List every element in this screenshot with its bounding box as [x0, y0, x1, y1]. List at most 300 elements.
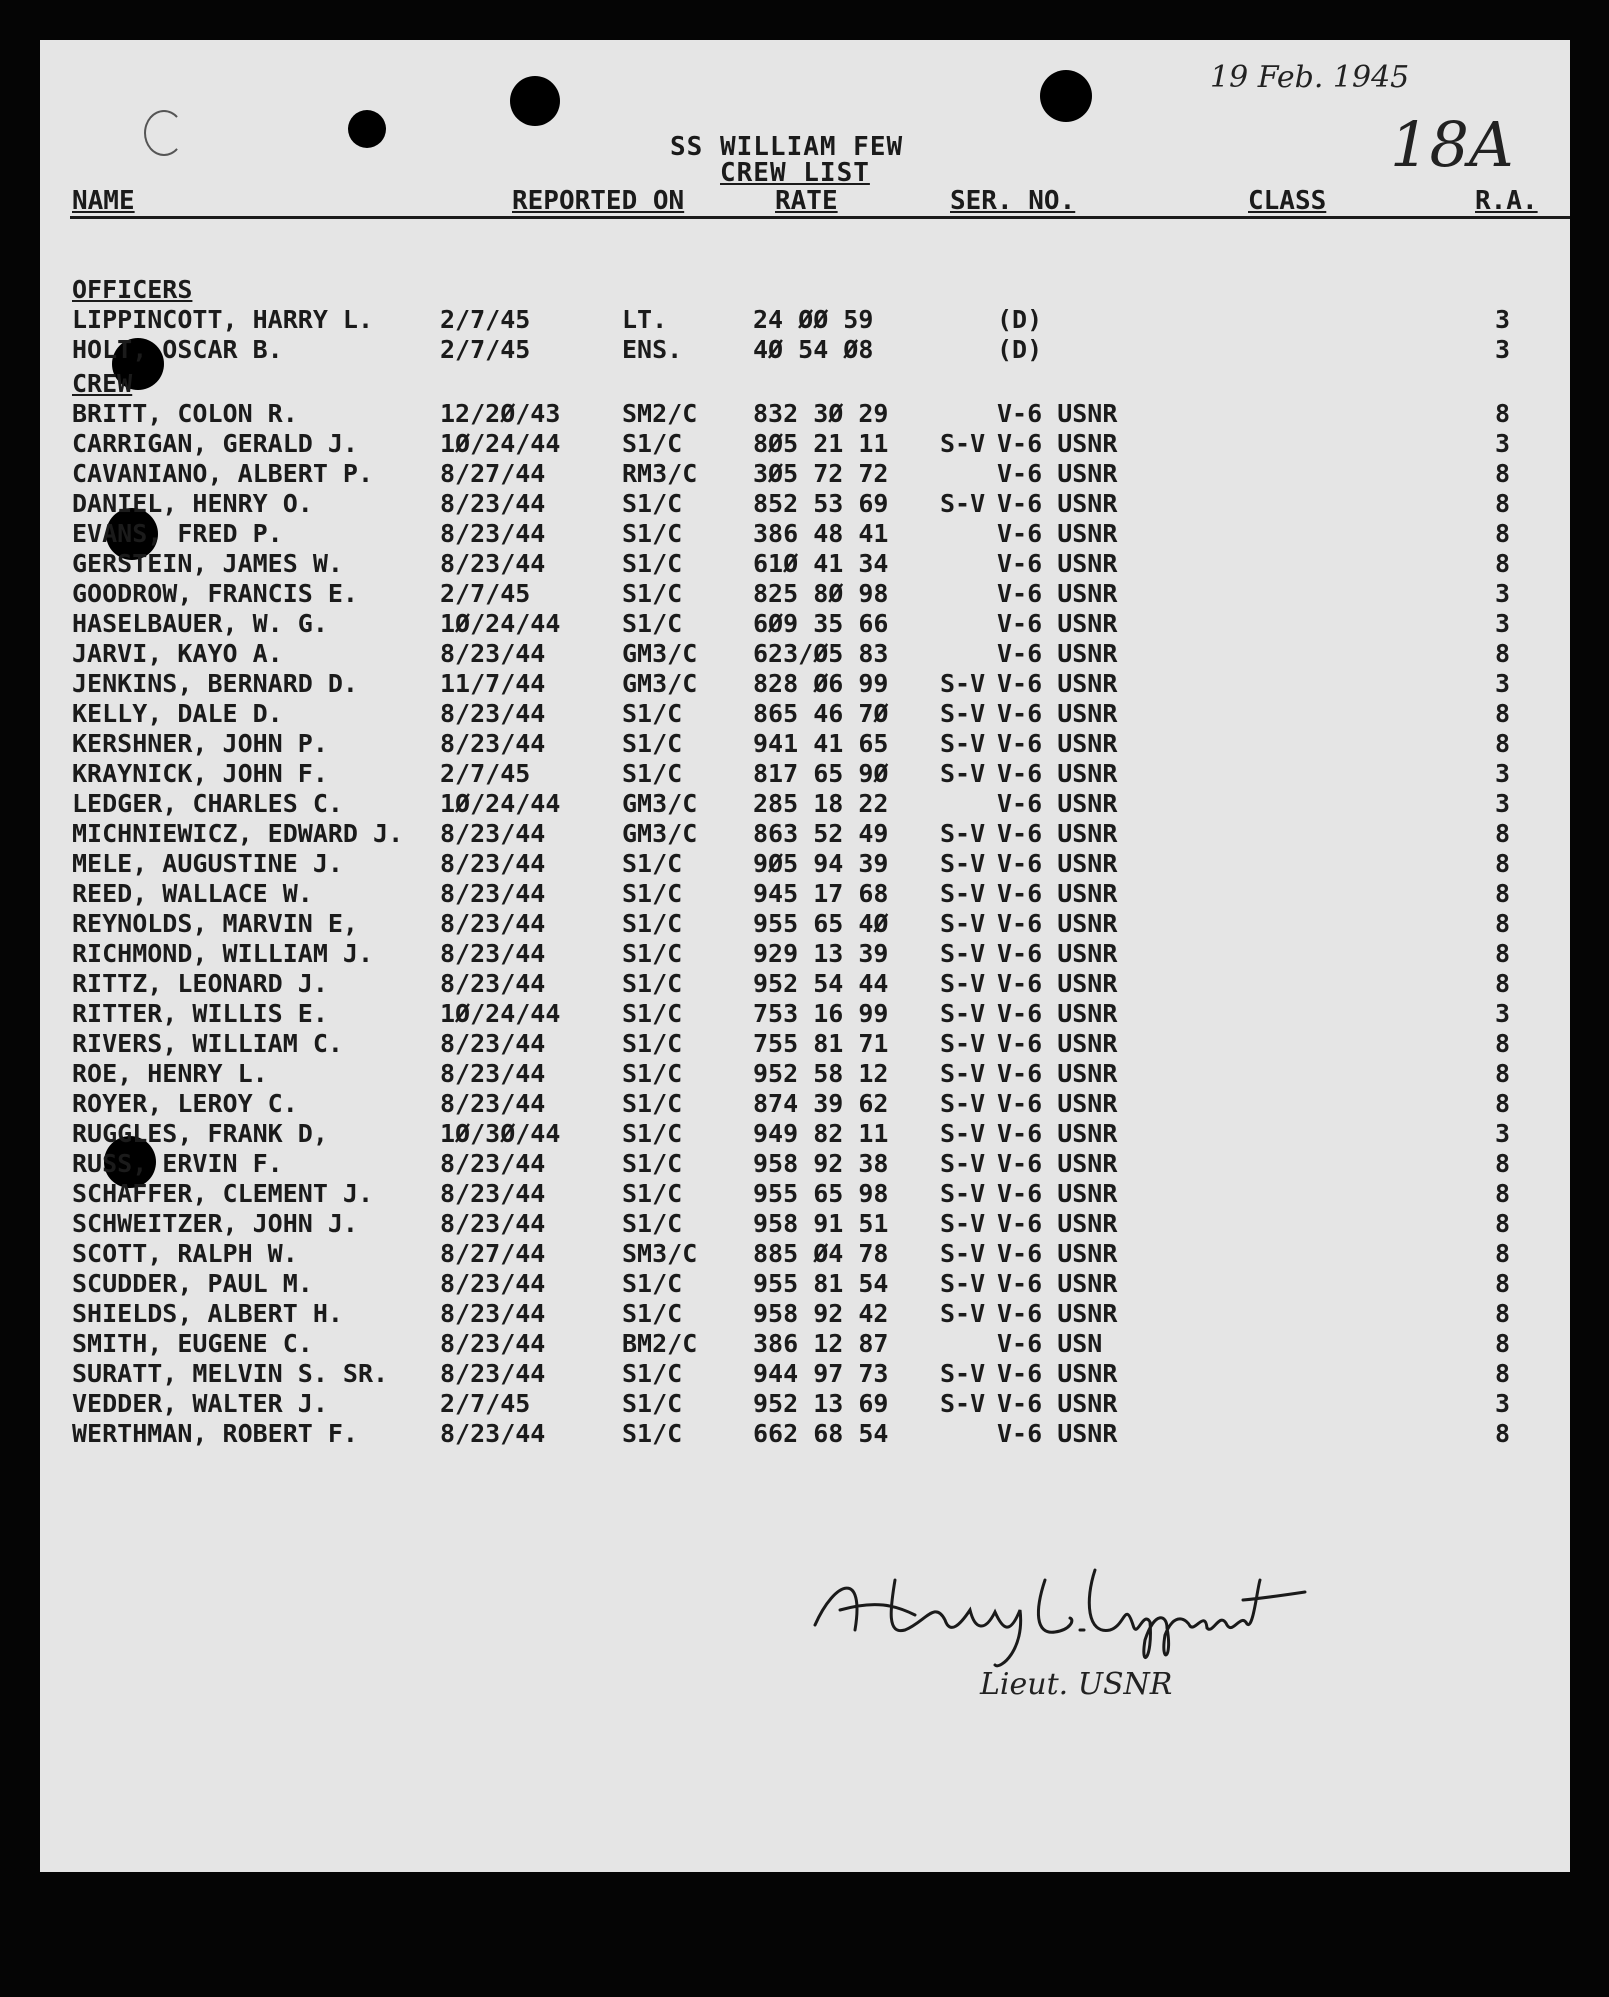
reported-date: 1Ø/24/44 — [440, 609, 561, 638]
member-name: RIVERS, WILLIAM C. — [72, 1029, 343, 1058]
rate: S1/C — [622, 969, 683, 998]
class: V-6 USNR — [997, 489, 1118, 518]
service-number: 753 16 99 — [753, 999, 889, 1028]
class: V-6 USNR — [997, 1209, 1118, 1238]
crew-list-title: CREW LIST — [720, 158, 870, 188]
crew-row — [40, 699, 1570, 729]
service-number: 828 Ø6 99 — [753, 669, 889, 698]
crew-table — [40, 275, 1570, 1449]
header-class: CLASS — [1248, 186, 1327, 216]
service-number: 9Ø5 94 39 — [753, 849, 889, 878]
service-number: 952 13 69 — [753, 1389, 889, 1418]
crew-row — [40, 909, 1570, 939]
ra-code: 8 — [1495, 1299, 1511, 1328]
crew-row — [40, 819, 1570, 849]
crew-row — [40, 459, 1570, 489]
reported-date: 8/23/44 — [440, 1029, 546, 1058]
sv-flag: S-V — [940, 1179, 986, 1208]
reported-date: 2/7/45 — [440, 579, 531, 608]
ra-code: 8 — [1495, 399, 1511, 428]
member-name: REYNOLDS, MARVIN E, — [72, 909, 358, 938]
sv-flag: S-V — [940, 969, 986, 998]
section-officers-label: OFFICERS — [72, 275, 193, 304]
sv-flag: S-V — [940, 909, 986, 938]
crew-row — [40, 1299, 1570, 1329]
rate: S1/C — [622, 609, 683, 638]
reported-date: 8/23/44 — [440, 699, 546, 728]
member-name: SHIELDS, ALBERT H. — [72, 1299, 343, 1328]
ra-code: 3 — [1495, 579, 1511, 608]
rate: SM2/C — [622, 399, 698, 428]
member-name: SMITH, EUGENE C. — [72, 1329, 313, 1358]
section-crew-label: CREW — [72, 369, 133, 398]
rate: S1/C — [622, 489, 683, 518]
reported-date: 8/23/44 — [440, 549, 546, 578]
sv-flag: S-V — [940, 939, 986, 968]
reported-date: 8/23/44 — [440, 729, 546, 758]
ra-code: 8 — [1495, 519, 1511, 548]
service-number: 955 65 4Ø — [753, 909, 889, 938]
header-ra: R.A. — [1475, 186, 1538, 216]
class: V-6 USNR — [997, 909, 1118, 938]
member-name: JENKINS, BERNARD D. — [72, 669, 358, 698]
service-number: 958 92 42 — [753, 1299, 889, 1328]
ra-code: 8 — [1495, 1269, 1511, 1298]
member-name: HOLT, OSCAR B. — [72, 335, 283, 364]
reported-date: 8/23/44 — [440, 819, 546, 848]
member-name: MICHNIEWICZ, EDWARD J. — [72, 819, 404, 848]
crew-row — [40, 1269, 1570, 1299]
service-number: 874 39 62 — [753, 1089, 889, 1118]
ra-code: 8 — [1495, 549, 1511, 578]
sv-flag: S-V — [940, 1119, 986, 1148]
member-name: VEDDER, WALTER J. — [72, 1389, 328, 1418]
service-number: 386 48 41 — [753, 519, 889, 548]
class: V-6 USNR — [997, 669, 1118, 698]
rate: S1/C — [622, 699, 683, 728]
crew-row — [40, 969, 1570, 999]
rate: S1/C — [622, 1299, 683, 1328]
reported-date: 8/23/44 — [440, 519, 546, 548]
ra-code: 3 — [1495, 305, 1511, 334]
sv-flag: S-V — [940, 759, 986, 788]
document-page — [40, 40, 1570, 1872]
class: V-6 USNR — [997, 549, 1118, 578]
reported-date: 1Ø/3Ø/44 — [440, 1119, 561, 1148]
sv-flag: S-V — [940, 879, 986, 908]
service-number: 755 81 71 — [753, 1029, 889, 1058]
service-number: 955 81 54 — [753, 1269, 889, 1298]
ra-code: 8 — [1495, 639, 1511, 668]
handwritten-date: 19 Feb. 1945 — [1210, 60, 1410, 95]
member-name: JARVI, KAYO A. — [72, 639, 283, 668]
sv-flag: S-V — [940, 729, 986, 758]
member-name: LEDGER, CHARLES C. — [72, 789, 343, 818]
ra-code: 8 — [1495, 1149, 1511, 1178]
rate: S1/C — [622, 1359, 683, 1388]
class: V-6 USNR — [997, 639, 1118, 668]
class: V-6 USNR — [997, 1269, 1118, 1298]
service-number: 6Ø9 35 66 — [753, 609, 889, 638]
reported-date: 8/23/44 — [440, 1329, 546, 1358]
member-name: KRAYNICK, JOHN F. — [72, 759, 328, 788]
service-number: 832 3Ø 29 — [753, 399, 889, 428]
rate: S1/C — [622, 579, 683, 608]
ra-code: 8 — [1495, 879, 1511, 908]
reported-date: 2/7/45 — [440, 335, 531, 364]
class: V-6 USNR — [997, 579, 1118, 608]
ra-code: 8 — [1495, 489, 1511, 518]
crew-row — [40, 879, 1570, 909]
ra-code: 8 — [1495, 1179, 1511, 1208]
rate: S1/C — [622, 1149, 683, 1178]
sv-flag: S-V — [940, 1149, 986, 1178]
sv-flag: S-V — [940, 1359, 986, 1388]
service-number: 825 8Ø 98 — [753, 579, 889, 608]
sv-flag: S-V — [940, 1299, 986, 1328]
crew-row — [40, 1359, 1570, 1389]
reported-date: 11/7/44 — [440, 669, 546, 698]
header-ser-no: SER. NO. — [950, 186, 1076, 216]
service-number: 949 82 11 — [753, 1119, 889, 1148]
reported-date: 8/23/44 — [440, 1209, 546, 1238]
ra-code: 3 — [1495, 609, 1511, 638]
class: V-6 USNR — [997, 1089, 1118, 1118]
class: (D) — [997, 335, 1043, 364]
header-reported-on: REPORTED ON — [512, 186, 685, 216]
officer-rows — [40, 305, 1570, 365]
service-number: 852 53 69 — [753, 489, 889, 518]
member-name: SURATT, MELVIN S. SR. — [72, 1359, 389, 1388]
member-name: SCUDDER, PAUL M. — [72, 1269, 313, 1298]
rate: S1/C — [622, 879, 683, 908]
service-number: 817 65 9Ø — [753, 759, 889, 788]
reported-date: 8/23/44 — [440, 939, 546, 968]
reported-date: 8/23/44 — [440, 879, 546, 908]
class: V-6 USNR — [997, 1119, 1118, 1148]
class: V-6 USNR — [997, 1359, 1118, 1388]
member-name: RITTER, WILLIS E. — [72, 999, 328, 1028]
crew-row — [40, 1029, 1570, 1059]
sv-flag: S-V — [940, 1239, 986, 1268]
rate: S1/C — [622, 999, 683, 1028]
class: V-6 USNR — [997, 699, 1118, 728]
section-label-row — [40, 275, 1570, 305]
member-name: CARRIGAN, GERALD J. — [72, 429, 358, 458]
rate: S1/C — [622, 519, 683, 548]
service-number: 958 91 51 — [753, 1209, 889, 1238]
service-number: 3Ø5 72 72 — [753, 459, 889, 488]
reported-date: 8/27/44 — [440, 459, 546, 488]
reported-date: 8/23/44 — [440, 969, 546, 998]
service-number: 958 92 38 — [753, 1149, 889, 1178]
member-name: RITTZ, LEONARD J. — [72, 969, 328, 998]
officer-row — [40, 305, 1570, 335]
rate: S1/C — [622, 429, 683, 458]
punch-hole — [348, 110, 386, 148]
rate: ENS. — [622, 335, 683, 364]
crew-row — [40, 1149, 1570, 1179]
member-name: ROYER, LEROY C. — [72, 1089, 298, 1118]
reported-date: 8/23/44 — [440, 1269, 546, 1298]
sv-flag: S-V — [940, 999, 986, 1028]
punch-hole-outline — [144, 110, 184, 156]
rate: GM3/C — [622, 789, 698, 818]
member-name: KERSHNER, JOHN P. — [72, 729, 328, 758]
crew-row — [40, 1119, 1570, 1149]
service-number: 955 65 98 — [753, 1179, 889, 1208]
rate: S1/C — [622, 1389, 683, 1418]
service-number: 61Ø 41 34 — [753, 549, 889, 578]
crew-row — [40, 729, 1570, 759]
punch-hole — [1040, 70, 1092, 122]
ra-code: 8 — [1495, 1209, 1511, 1238]
reported-date: 8/27/44 — [440, 1239, 546, 1268]
class: V-6 USNR — [997, 1239, 1118, 1268]
reported-date: 8/23/44 — [440, 1419, 546, 1448]
rate: SM3/C — [622, 1239, 698, 1268]
rate: S1/C — [622, 849, 683, 878]
service-number: 952 58 12 — [753, 1059, 889, 1088]
rate: S1/C — [622, 1419, 683, 1448]
class: V-6 USNR — [997, 1179, 1118, 1208]
sv-flag: S-V — [940, 819, 986, 848]
header-rate: RATE — [775, 186, 838, 216]
rate: S1/C — [622, 1119, 683, 1148]
reported-date: 8/23/44 — [440, 1359, 546, 1388]
service-number: 285 18 22 — [753, 789, 889, 818]
class: V-6 USNR — [997, 1149, 1118, 1178]
member-name: RUSS, ERVIN F. — [72, 1149, 283, 1178]
sv-flag: S-V — [940, 489, 986, 518]
member-name: GOODROW, FRANCIS E. — [72, 579, 358, 608]
member-name: WERTHMAN, ROBERT F. — [72, 1419, 358, 1448]
sv-flag: S-V — [940, 1269, 986, 1298]
reported-date: 8/23/44 — [440, 1089, 546, 1118]
rate: LT. — [622, 305, 668, 334]
rate: S1/C — [622, 1179, 683, 1208]
ra-code: 3 — [1495, 669, 1511, 698]
member-name: HASELBAUER, W. G. — [72, 609, 328, 638]
crew-row — [40, 519, 1570, 549]
class: V-6 USNR — [997, 459, 1118, 488]
class: V-6 USNR — [997, 1029, 1118, 1058]
member-name: LIPPINCOTT, HARRY L. — [72, 305, 374, 334]
rate: S1/C — [622, 549, 683, 578]
ra-code: 3 — [1495, 1389, 1511, 1418]
reported-date: 8/23/44 — [440, 489, 546, 518]
reported-date: 8/23/44 — [440, 1179, 546, 1208]
reported-date: 8/23/44 — [440, 1059, 546, 1088]
ra-code: 8 — [1495, 1089, 1511, 1118]
crew-row — [40, 1329, 1570, 1359]
crew-row — [40, 399, 1570, 429]
class: V-6 USNR — [997, 939, 1118, 968]
member-name: KELLY, DALE D. — [72, 699, 283, 728]
ra-code: 8 — [1495, 1419, 1511, 1448]
crew-row — [40, 939, 1570, 969]
service-number: 8Ø5 21 11 — [753, 429, 889, 458]
reported-date: 8/23/44 — [440, 1299, 546, 1328]
service-number: 863 52 49 — [753, 819, 889, 848]
member-name: EVANS, FRED P. — [72, 519, 283, 548]
crew-row — [40, 609, 1570, 639]
class: V-6 USNR — [997, 429, 1118, 458]
crew-row — [40, 639, 1570, 669]
punch-hole — [510, 76, 560, 126]
rate: GM3/C — [622, 819, 698, 848]
class: V-6 USNR — [997, 519, 1118, 548]
service-number: 941 41 65 — [753, 729, 889, 758]
class: V-6 USN — [997, 1329, 1103, 1358]
sv-flag: S-V — [940, 1089, 986, 1118]
member-name: RICHMOND, WILLIAM J. — [72, 939, 374, 968]
service-number: 386 12 87 — [753, 1329, 889, 1358]
sv-flag: S-V — [940, 699, 986, 728]
class: V-6 USNR — [997, 1389, 1118, 1418]
reported-date: 8/23/44 — [440, 1149, 546, 1178]
service-number: 929 13 39 — [753, 939, 889, 968]
ra-code: 3 — [1495, 1119, 1511, 1148]
ra-code: 8 — [1495, 1329, 1511, 1358]
class: V-6 USNR — [997, 819, 1118, 848]
crew-row — [40, 1059, 1570, 1089]
ra-code: 8 — [1495, 819, 1511, 848]
member-name: REED, WALLACE W. — [72, 879, 313, 908]
reported-date: 1Ø/24/44 — [440, 999, 561, 1028]
crew-row — [40, 1179, 1570, 1209]
crew-row — [40, 999, 1570, 1029]
class: V-6 USNR — [997, 1059, 1118, 1088]
member-name: SCOTT, RALPH W. — [72, 1239, 298, 1268]
reported-date: 2/7/45 — [440, 759, 531, 788]
crew-row — [40, 1209, 1570, 1239]
reported-date: 2/7/45 — [440, 305, 531, 334]
crew-row — [40, 669, 1570, 699]
ra-code: 8 — [1495, 1359, 1511, 1388]
rate: S1/C — [622, 1029, 683, 1058]
service-number: 945 17 68 — [753, 879, 889, 908]
header-name: NAME — [72, 186, 135, 216]
rate: S1/C — [622, 759, 683, 788]
crew-row — [40, 789, 1570, 819]
class: V-6 USNR — [997, 999, 1118, 1028]
ra-code: 3 — [1495, 789, 1511, 818]
rate: RM3/C — [622, 459, 698, 488]
reported-date: 8/23/44 — [440, 639, 546, 668]
class: (D) — [997, 305, 1043, 334]
rate: GM3/C — [622, 669, 698, 698]
service-number: 952 54 44 — [753, 969, 889, 998]
signature-title: Lieut. USNR — [980, 1667, 1173, 1702]
class: V-6 USNR — [997, 879, 1118, 908]
ra-code: 8 — [1495, 969, 1511, 998]
sv-flag: S-V — [940, 1029, 986, 1058]
rate: S1/C — [622, 1269, 683, 1298]
member-name: GERSTEIN, JAMES W. — [72, 549, 343, 578]
member-name: MELE, AUGUSTINE J. — [72, 849, 343, 878]
ra-code: 8 — [1495, 699, 1511, 728]
class: V-6 USNR — [997, 609, 1118, 638]
service-number: 865 46 7Ø — [753, 699, 889, 728]
member-name: ROE, HENRY L. — [72, 1059, 268, 1088]
ra-code: 8 — [1495, 1059, 1511, 1088]
service-number: 944 97 73 — [753, 1359, 889, 1388]
rate: S1/C — [622, 1089, 683, 1118]
sv-flag: S-V — [940, 669, 986, 698]
crew-row — [40, 849, 1570, 879]
crew-row — [40, 549, 1570, 579]
class: V-6 USNR — [997, 399, 1118, 428]
crew-row — [40, 429, 1570, 459]
sv-flag: S-V — [940, 1209, 986, 1238]
rate: S1/C — [622, 729, 683, 758]
ship-name-title: SS WILLIAM FEW — [670, 132, 904, 162]
ra-code: 8 — [1495, 459, 1511, 488]
class: V-6 USNR — [997, 729, 1118, 758]
service-number: 662 68 54 — [753, 1419, 889, 1448]
ra-code: 8 — [1495, 849, 1511, 878]
section-label-row — [40, 369, 1570, 399]
ra-code: 8 — [1495, 1239, 1511, 1268]
officer-row — [40, 335, 1570, 365]
member-name: SCHAFFER, CLEMENT J. — [72, 1179, 374, 1208]
ra-code: 3 — [1495, 429, 1511, 458]
ra-code: 8 — [1495, 909, 1511, 938]
member-name: DANIEL, HENRY O. — [72, 489, 313, 518]
ra-code: 3 — [1495, 999, 1511, 1028]
handwritten-page-mark: 18A — [1390, 108, 1514, 181]
service-number: 24 ØØ 59 — [753, 305, 874, 334]
reported-date: 2/7/45 — [440, 1389, 531, 1418]
crew-row — [40, 1419, 1570, 1449]
ra-code: 8 — [1495, 1029, 1511, 1058]
service-number: 4Ø 54 Ø8 — [753, 335, 874, 364]
reported-date: 12/2Ø/43 — [440, 399, 561, 428]
rate: S1/C — [622, 1059, 683, 1088]
header-rule — [70, 216, 1570, 219]
crew-rows — [40, 399, 1570, 1449]
crew-row — [40, 489, 1570, 519]
reported-date: 8/23/44 — [440, 849, 546, 878]
member-name: RUGGLES, FRANK D, — [72, 1119, 328, 1148]
ra-code: 3 — [1495, 759, 1511, 788]
member-name: CAVANIANO, ALBERT P. — [72, 459, 374, 488]
sv-flag: S-V — [940, 849, 986, 878]
service-number: 623/Ø5 83 — [753, 639, 889, 668]
rate: S1/C — [622, 939, 683, 968]
class: V-6 USNR — [997, 969, 1118, 998]
crew-row — [40, 1239, 1570, 1269]
class: V-6 USNR — [997, 1299, 1118, 1328]
reported-date: 1Ø/24/44 — [440, 789, 561, 818]
sv-flag: S-V — [940, 429, 986, 458]
ra-code: 8 — [1495, 939, 1511, 968]
class: V-6 USNR — [997, 759, 1118, 788]
service-number: 885 Ø4 78 — [753, 1239, 889, 1268]
rate: BM2/C — [622, 1329, 698, 1358]
rate: S1/C — [622, 909, 683, 938]
class: V-6 USNR — [997, 849, 1118, 878]
rate: S1/C — [622, 1209, 683, 1238]
member-name: SCHWEITZER, JOHN J. — [72, 1209, 358, 1238]
ra-code: 8 — [1495, 729, 1511, 758]
sv-flag: S-V — [940, 1389, 986, 1418]
crew-row — [40, 579, 1570, 609]
ra-code: 3 — [1495, 335, 1511, 364]
reported-date: 8/23/44 — [440, 909, 546, 938]
sv-flag: S-V — [940, 1059, 986, 1088]
